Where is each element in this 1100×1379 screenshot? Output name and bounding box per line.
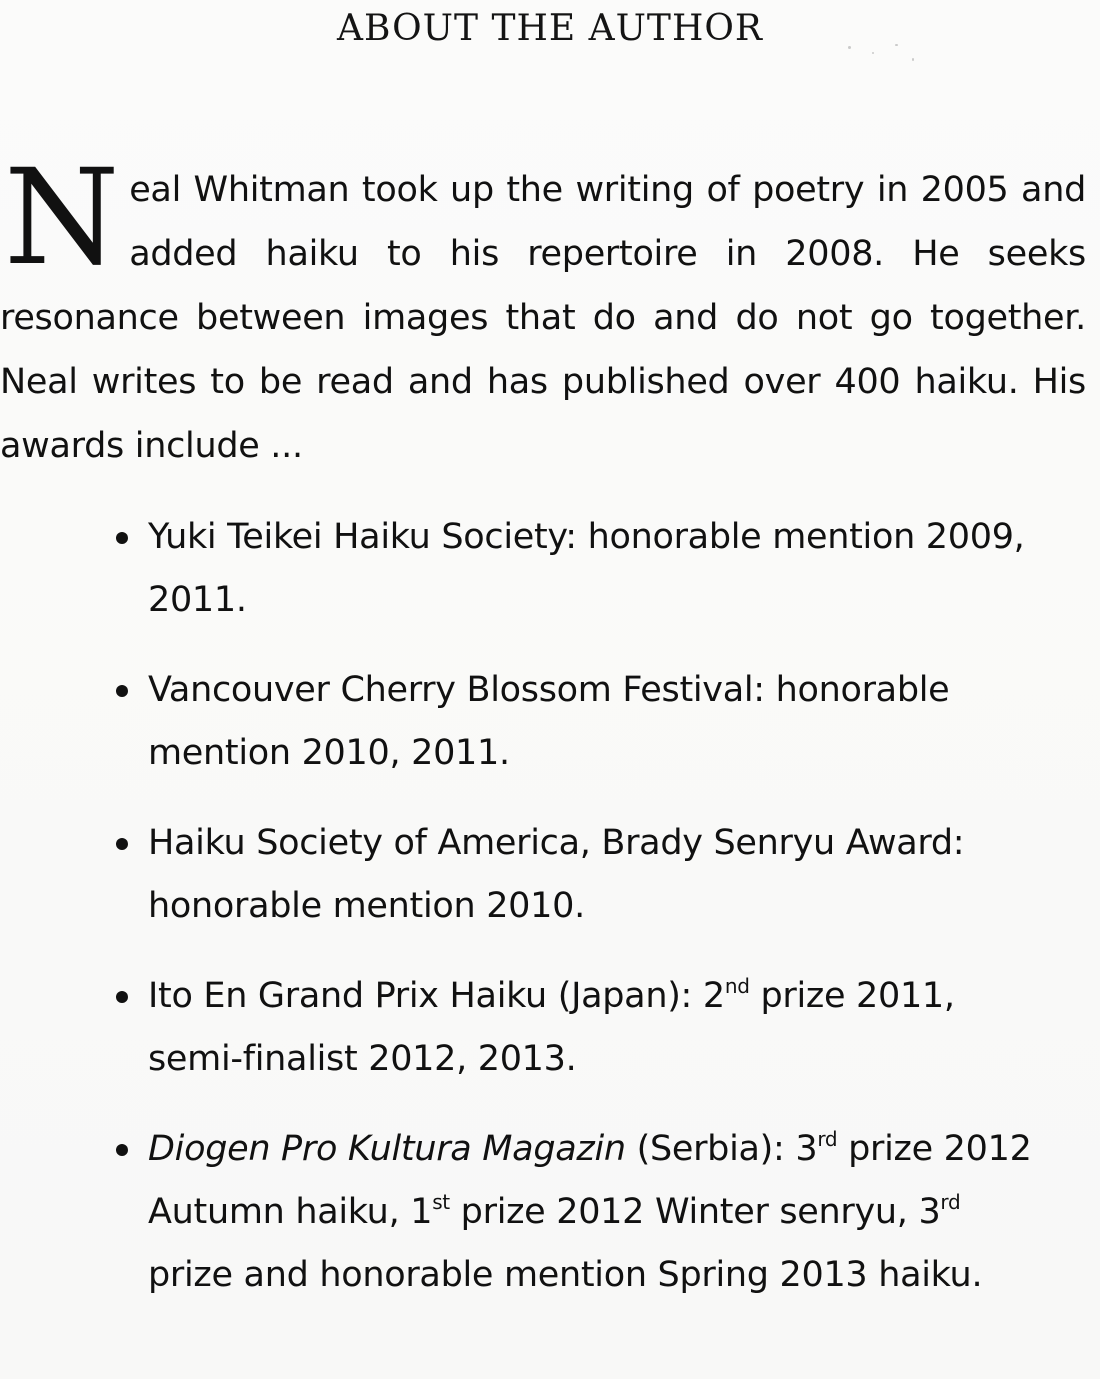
list-item: [110, 812, 1040, 938]
ordinal-suffix: nd: [724, 974, 750, 998]
list-item: [110, 965, 1040, 1091]
page-title: ABOUT THE AUTHOR: [337, 8, 763, 49]
bullet-icon: [116, 685, 128, 697]
award-text: Vancouver Cherry Blossom Festival: honorable mention 2010, 2011.: [148, 670, 950, 773]
list-item: [110, 1118, 1040, 1307]
list-item: [110, 506, 1040, 632]
bullet-icon: [116, 532, 128, 544]
bullet-icon: [116, 838, 128, 850]
award-text-part: prize and honorable mention Spring 2013 haiku.: [148, 1255, 983, 1295]
scan-speck: [912, 58, 914, 61]
magazine-title: Diogen Pro Kultura Magazin: [148, 1129, 626, 1169]
list-item: [110, 659, 1040, 785]
author-bio-text: eal Whitman took up the writing of poetry in 2005 and added haiku to his repertoire in 2008. He seeks resonance between images that do and do not go together. Neal writes to be read and has published over 400 haiku. His awards include ...: [0, 170, 1086, 466]
award-text: Haiku Society of America, Brady Senryu Award: honorable mention 2010.: [148, 823, 965, 926]
award-text-part: (Serbia): 3: [625, 1129, 818, 1169]
drop-cap: N: [4, 141, 120, 295]
award-text-part: prize 2012 Winter senryu, 3: [449, 1192, 941, 1232]
award-text-part: prize 2012 Autumn haiku, 1: [148, 1129, 1032, 1232]
bullet-icon: [116, 991, 128, 1003]
award-text-part: Ito En Grand Prix Haiku (Japan): 2: [148, 976, 725, 1016]
ordinal-suffix: st: [432, 1190, 450, 1214]
ordinal-suffix: rd: [817, 1127, 838, 1151]
award-text-part: prize 2011, semi-finalist 2012, 2013.: [148, 976, 955, 1079]
ordinal-suffix: rd: [940, 1190, 961, 1214]
awards-list: [110, 506, 1040, 1334]
author-bio-paragraph: [0, 141, 1086, 478]
scan-speck: [872, 52, 874, 54]
bullet-icon: [116, 1144, 128, 1156]
award-text: Yuki Teikei Haiku Society: honorable mention 2009, 2011.: [148, 517, 1025, 620]
